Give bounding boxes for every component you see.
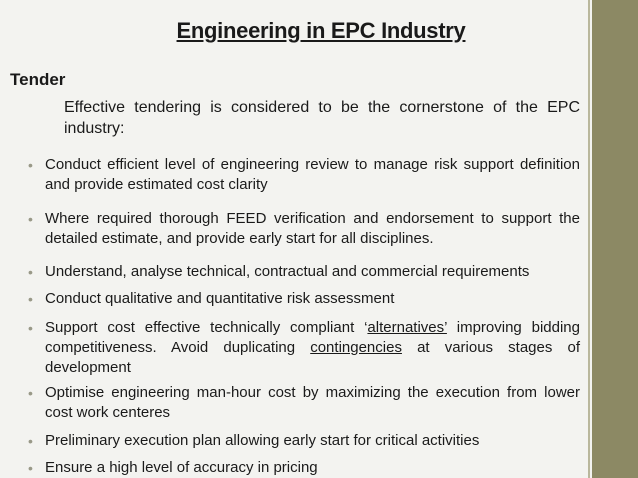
bullet-item	[28, 458, 580, 478]
bullet-dot-icon: •	[28, 320, 33, 336]
alternatives-underlined: alternatives’	[367, 319, 447, 336]
bullet-text: Conduct efficient level of engineering review to manage risk support definition and provide estimated cost clarity	[45, 156, 580, 193]
bullet-dot-icon: •	[28, 157, 33, 173]
slide-title-text: Engineering in EPC Industry	[176, 18, 466, 43]
bullet-item	[28, 209, 580, 249]
bullet-text	[28, 318, 580, 378]
bullet-dot-icon: •	[28, 460, 33, 476]
side-divider-line	[588, 0, 590, 478]
bullet-item	[28, 289, 580, 309]
bullet-text: Ensure a high level of accuracy in pricing	[45, 459, 318, 476]
bullet-item	[28, 383, 580, 423]
bullet-text: Conduct qualitative and quantitative risk assessment	[45, 290, 395, 307]
bullet-dot-icon: •	[28, 211, 33, 227]
side-accent-bar	[592, 0, 638, 478]
bullet-text: Preliminary execution plan allowing early start for critical activities	[45, 432, 480, 449]
bullet-text: Understand, analyse technical, contractual and commercial requirements	[45, 263, 530, 280]
bullet-text: Optimise engineering man-hour cost by maximizing the execution from lower cost work centeres	[45, 384, 580, 421]
bullet-item	[28, 318, 580, 378]
bullet-dot-icon: •	[28, 433, 33, 449]
bullet-item	[28, 262, 580, 282]
bullet-dot-icon: •	[28, 264, 33, 280]
bullet-text: Where required thorough FEED verification and endorsement to support the detailed estimate, and provide early start for all disciplines.	[45, 210, 580, 247]
section-heading: Tender	[10, 70, 66, 89]
bullet-dot-icon: •	[28, 291, 33, 307]
bullet-text-part: improving bidding competitiveness. Avoid duplicating	[45, 319, 580, 356]
contingencies-underlined: contingencies	[310, 339, 402, 356]
bullet-text-part: at various stages of development	[45, 339, 580, 376]
bullet-dot-icon: •	[28, 385, 33, 401]
slide-title	[0, 18, 638, 44]
bullet-item	[28, 155, 580, 195]
intro-paragraph: Effective tendering is considered to be the cornerstone of the EPC industry:	[64, 99, 580, 137]
bullet-item	[28, 431, 580, 451]
bullet-text-part: Support cost effective technically compliant ‘	[45, 319, 368, 336]
